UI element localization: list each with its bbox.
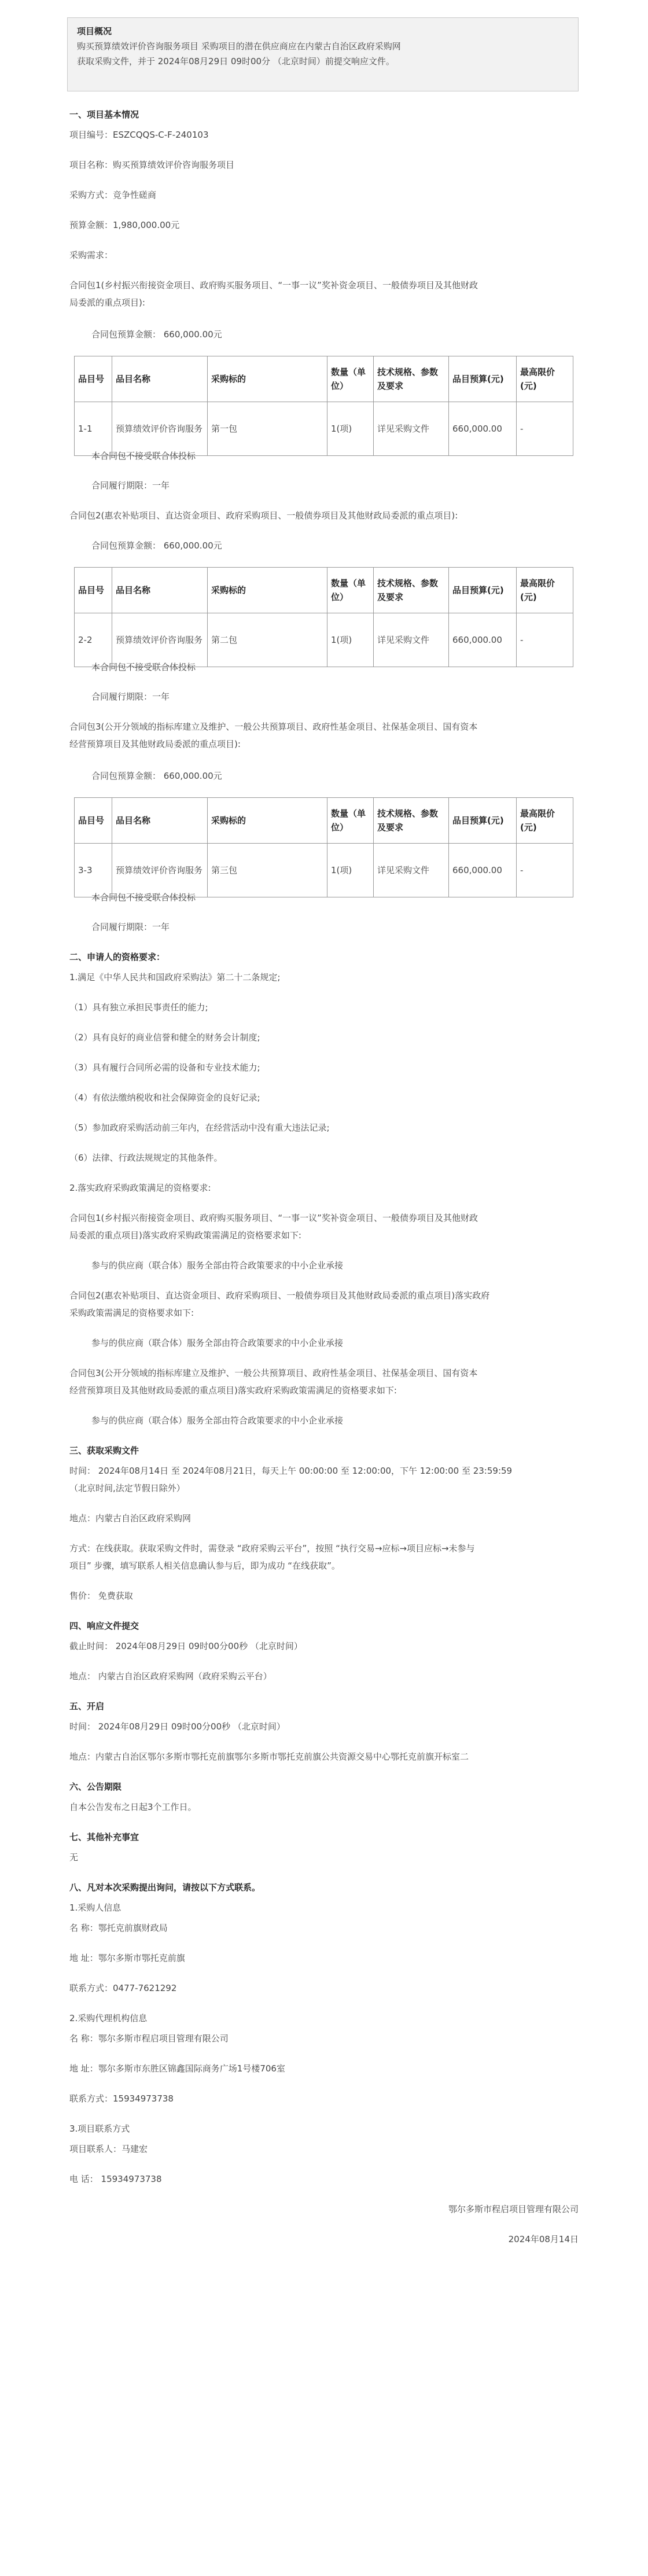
cell-item-name: 预算绩效评价咨询服务 (112, 402, 208, 456)
qualification-sub-1: 1.满足《中华人民共和国政府采购法》第二十二条规定; (69, 972, 281, 982)
cell-item-budget: 660,000.00 (449, 613, 517, 667)
policy-lot-1-line-1: 合同包1(乡村振兴衔接资金项目、政府购买服务项目、“一事一议”奖补资金项目、一般债券项目及其他财政 (69, 1213, 478, 1223)
lot-3-intro-line-1: 合同包3(公开分领域的指标库建立及维护、一般公共预算项目、政府性基金项目、社保基金项目、国有资本 (69, 722, 478, 732)
policy-lot-3-line-2: 经营预算项目及其他财政局委派的重点项目)落实政府采购政策需满足的资格要求如下: (69, 1385, 397, 1396)
footer-organization: 鄂尔多斯市程启项目管理有限公司 (448, 2204, 579, 2214)
qualification-item: （1）具有独立承担民事责任的能力; (69, 1002, 208, 1013)
obtain-price: 售价： 免费获取 (69, 1591, 133, 1601)
lot-1-term: 合同履行期限：一年 (91, 480, 170, 491)
cell-max-price: - (517, 613, 573, 667)
lot-1-consortium-note: 本合同包不接受联合体投标 (91, 451, 196, 461)
cell-quantity: 1(项) (327, 844, 374, 897)
obtain-time-line-2: （北京时间,法定节假日除外） (69, 1483, 185, 1493)
opening-time: 时间： 2024年08月29日 09时00分00秒 （北京时间） (69, 1721, 285, 1732)
header-specs: 技术规格、参数及要求 (374, 568, 449, 613)
section-8-heading: 八、凡对本次采购提出询问，请按以下方式联系。 (69, 1882, 261, 1893)
policy-lot-2-line-2: 采购政策需满足的资格要求如下: (69, 1308, 194, 1318)
section-2-heading: 二、申请人的资格要求： (69, 952, 165, 962)
other-matters: 无 (69, 1852, 79, 1863)
header-target: 采购标的 (208, 798, 327, 844)
overview-box (67, 17, 579, 91)
header-item-budget: 品目预算(元) (449, 356, 517, 402)
table-header-row (75, 798, 573, 844)
obtain-time-line-1: 时间： 2024年08月14日 至 2024年08月21日，每天上午 00:00:00 至 12:00:00，下午 12:00:00 至 23:59:59 (69, 1466, 513, 1476)
cell-item-no: 2-2 (75, 613, 112, 667)
header-specs: 技术规格、参数及要求 (374, 356, 449, 402)
opening-place: 地点：内蒙古自治区鄂尔多斯市鄂托克前旗鄂尔多斯市鄂托克前旗公共资源交易中心鄂托克前旗开标室二 (69, 1751, 469, 1762)
cell-item-budget: 660,000.00 (449, 844, 517, 897)
lot-3-consortium-note: 本合同包不接受联合体投标 (91, 892, 196, 903)
header-target: 采购标的 (208, 568, 327, 613)
submission-place: 地点： 内蒙古自治区政府采购网（政府采购云平台） (69, 1671, 272, 1681)
policy-lot-3-requirement: 参与的供应商（联合体）服务全部由符合政策要求的中小企业承接 (91, 1415, 344, 1426)
header-item-name: 品目名称 (112, 356, 208, 402)
policy-lot-2-requirement: 参与的供应商（联合体）服务全部由符合政策要求的中小企业承接 (91, 1338, 344, 1348)
policy-lot-2-line-1: 合同包2(惠农补贴项目、直达资金项目、政府采购项目、一般债券项目及其他财政局委派的重点项目)落实政府 (69, 1290, 490, 1301)
contact-title: 3.项目联系方式 (69, 2124, 130, 2134)
table-header-row (75, 356, 573, 402)
lot-2-intro: 合同包2(惠农补贴项目、直达资金项目、政府采购项目、一般债券项目及其他财政局委派的重点项目): (69, 510, 458, 521)
header-item-budget: 品目预算(元) (449, 798, 517, 844)
section-4-heading: 四、响应文件提交 (69, 1621, 139, 1631)
cell-target: 第三包 (208, 844, 327, 897)
lot-3-intro-line-2: 经营预算项目及其他财政局委派的重点项目): (69, 739, 241, 749)
agent-info-title: 2.采购代理机构信息 (69, 2013, 148, 2023)
qualification-item: （5）参加政府采购活动前三年内，在经营活动中没有重大违法记录; (69, 1123, 330, 1133)
header-quantity: 数量（单位） (327, 798, 374, 844)
submission-deadline: 截止时间： 2024年08月29日 09时00分00秒 （北京时间） (69, 1641, 303, 1651)
cell-quantity: 1(项) (327, 402, 374, 456)
lot-2-term: 合同履行期限：一年 (91, 691, 170, 702)
policy-lot-3-line-1: 合同包3(公开分领域的指标库建立及维护、一般公共预算项目、政府性基金项目、社保基金项目、国有资本 (69, 1368, 478, 1378)
cell-item-name: 预算绩效评价咨询服务 (112, 613, 208, 667)
lot-1-intro-line-2: 局委派的重点项目): (69, 297, 145, 308)
agent-name: 名 称：鄂尔多斯市程启项目管理有限公司 (69, 2033, 229, 2044)
cell-max-price: - (517, 402, 573, 456)
cell-specs: 详见采购文件 (374, 402, 449, 456)
section-3-heading: 三、获取采购文件 (69, 1445, 139, 1456)
cell-target: 第二包 (208, 613, 327, 667)
header-item-name: 品目名称 (112, 798, 208, 844)
lot-1-intro-line-1: 合同包1(乡村振兴衔接资金项目、政府购买服务项目、“一事一议”奖补资金项目、一般债券项目及其他财政 (69, 280, 478, 290)
lot-1-budget: 合同包预算金额： 660,000.00元 (91, 329, 222, 340)
procurement-requirement: 采购需求： (69, 250, 113, 260)
header-max-price: 最高限价(元) (517, 356, 573, 402)
header-item-no: 品目号 (75, 798, 112, 844)
overview-title: 项目概况 (77, 26, 112, 36)
project-number: 项目编号：ESZCQQS-C-F-240103 (69, 130, 209, 140)
buyer-name: 名 称：鄂托克前旗财政局 (69, 1923, 168, 1933)
lot-2-consortium-note: 本合同包不接受联合体投标 (91, 662, 196, 672)
lot-3-budget: 合同包预算金额： 660,000.00元 (91, 771, 222, 781)
header-specs: 技术规格、参数及要求 (374, 798, 449, 844)
obtain-method-line-2: 项目” 步骤，填写联系人相关信息确认参与后，即为成功 “在线获取”。 (69, 1561, 340, 1571)
table-row (75, 402, 573, 456)
cell-item-budget: 660,000.00 (449, 402, 517, 456)
table-row (75, 844, 573, 897)
notice-period: 自本公告发布之日起3个工作日。 (69, 1802, 197, 1812)
obtain-method-line-1: 方式：在线获取。获取采购文件时，需登录 “政府采购云平台”，按照 “执行交易→应标→项目应标→未参与 (69, 1543, 475, 1554)
header-target: 采购标的 (208, 356, 327, 402)
buyer-phone: 联系方式：0477-7621292 (69, 1983, 177, 1993)
cell-max-price: - (517, 844, 573, 897)
header-item-budget: 品目预算(元) (449, 568, 517, 613)
section-6-heading: 六、公告期限 (69, 1782, 122, 1792)
cell-quantity: 1(项) (327, 613, 374, 667)
cell-specs: 详见采购文件 (374, 613, 449, 667)
lot-2-budget: 合同包预算金额： 660,000.00元 (91, 540, 222, 551)
section-5-heading: 五、开启 (69, 1701, 105, 1712)
overview-line-2: 获取采购文件，并于 2024年08月29日 09时00分 （北京时间）前提交响应文件。 (77, 56, 395, 67)
section-1-heading: 一、项目基本情况 (69, 109, 139, 120)
agent-phone: 联系方式：15934973738 (69, 2093, 174, 2104)
footer-date: 2024年08月14日 (508, 2234, 579, 2244)
header-item-no: 品目号 (75, 568, 112, 613)
obtain-place: 地点：内蒙古自治区政府采购网 (69, 1513, 192, 1523)
qualification-item: （4）有依法缴纳税收和社会保障资金的良好记录; (69, 1092, 260, 1103)
lot-2-table (74, 567, 573, 667)
lot-3-term: 合同履行期限：一年 (91, 922, 170, 932)
policy-lot-1-line-2: 局委派的重点项目)落实政府采购政策需满足的资格要求如下: (69, 1230, 301, 1241)
header-quantity: 数量（单位） (327, 568, 374, 613)
header-item-name: 品目名称 (112, 568, 208, 613)
table-row (75, 613, 573, 667)
cell-item-no: 3-3 (75, 844, 112, 897)
qualification-sub-2: 2.落实政府采购政策满足的资格要求: (69, 1183, 211, 1193)
qualification-item: （3）具有履行合同所必需的设备和专业技术能力; (69, 1062, 260, 1073)
header-quantity: 数量（单位） (327, 356, 374, 402)
cell-item-no: 1-1 (75, 402, 112, 456)
buyer-address: 地 址：鄂尔多斯市鄂托克前旗 (69, 1953, 185, 1963)
qualification-item: （6）法律、行政法规规定的其他条件。 (69, 1153, 223, 1163)
qualification-item: （2）具有良好的商业信誉和健全的财务会计制度; (69, 1032, 260, 1043)
header-max-price: 最高限价(元) (517, 798, 573, 844)
section-7-heading: 七、其他补充事宜 (69, 1832, 139, 1842)
lot-1-table (74, 356, 573, 456)
policy-lot-1-requirement: 参与的供应商（联合体）服务全部由符合政策要求的中小企业承接 (91, 1260, 344, 1271)
contact-person: 项目联系人：马建宏 (69, 2144, 148, 2154)
lot-3-table (74, 797, 573, 897)
header-max-price: 最高限价(元) (517, 568, 573, 613)
table-header-row (75, 568, 573, 613)
budget-amount: 预算金额：1,980,000.00元 (69, 220, 180, 230)
procurement-method: 采购方式：竞争性磋商 (69, 190, 157, 200)
cell-item-name: 预算绩效评价咨询服务 (112, 844, 208, 897)
agent-address: 地 址：鄂尔多斯市东胜区锦鑫国际商务广场1号楼706室 (69, 2063, 285, 2074)
project-name: 项目名称：购买预算绩效评价咨询服务项目 (69, 160, 235, 170)
cell-target: 第一包 (208, 402, 327, 456)
cell-specs: 详见采购文件 (374, 844, 449, 897)
buyer-info-title: 1.采购人信息 (69, 1902, 122, 1913)
overview-line-1: 购买预算绩效评价咨询服务项目 采购项目的潜在供应商应在内蒙古自治区政府采购网 (77, 41, 401, 51)
header-item-no: 品目号 (75, 356, 112, 402)
contact-phone: 电 话： 15934973738 (69, 2174, 162, 2184)
